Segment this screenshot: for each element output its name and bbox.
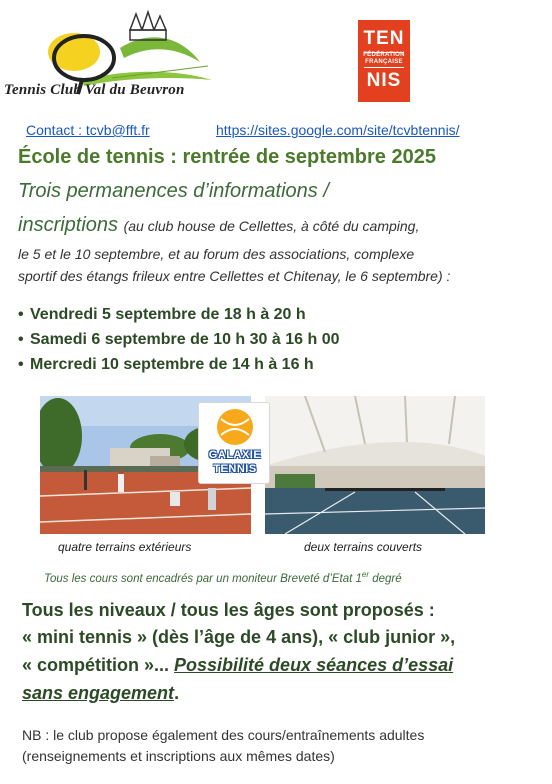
fft-logo-subtitle-1: FÉDÉRATION	[363, 52, 405, 58]
adult-courses-note-2: (renseignements et inscriptions aux mêmes dates)	[22, 748, 335, 764]
list-item	[18, 302, 340, 327]
schedule-date: Mercredi 10 septembre de 14 h à 16 h	[30, 356, 314, 373]
fft-logo-subtitle-2: FRANÇAISE	[365, 59, 403, 65]
fft-logo-rule	[364, 67, 404, 68]
trial-sessions-emphasis: Possibilité deux séances d’essai	[174, 655, 454, 675]
instructor-note	[44, 570, 402, 585]
bullet: •	[18, 331, 24, 348]
club-name: Tennis Club Val du Beuvron	[4, 82, 185, 98]
no-commitment-emphasis: sans engagement	[22, 683, 175, 703]
outdoor-courts-caption: quatre terrains extérieurs	[58, 540, 192, 554]
galaxie-tennis-logo	[198, 402, 270, 484]
instructor-note-sup: er	[361, 570, 370, 579]
schedule-list	[18, 302, 340, 377]
subtitle-line-2	[18, 214, 419, 237]
location-note-1: (au club house de Cellettes, à côté du camping,	[123, 218, 420, 234]
levels-competition: « compétition »...	[22, 655, 175, 675]
fft-logo-bottom: NIS	[366, 70, 402, 91]
schedule-date: Vendredi 5 septembre de 18 h à 20 h	[30, 306, 306, 323]
subtitle-line-1: Trois permanences d’informations /	[18, 180, 329, 202]
adult-courses-note-1: NB : le club propose également des cours/entraînements adultes	[22, 727, 425, 743]
list-item	[18, 352, 340, 377]
galaxie-logo-line-1: GALAXIE	[208, 449, 262, 461]
indoor-courts-photo	[265, 396, 485, 534]
fft-tennis-logo	[358, 20, 410, 102]
fft-logo-subtitle	[358, 52, 410, 66]
list-item	[18, 327, 340, 352]
bullet: •	[18, 356, 24, 373]
instructor-note-text: Tous les cours sont encadrés par un moniteur Breveté d’Etat 1	[44, 572, 362, 585]
location-note-3: sportif des étangs frileux entre Cellettes et Chitenay, le 6 septembre) :	[18, 268, 451, 284]
levels-line-3	[22, 655, 453, 676]
page-title: École de tennis : rentrée de septembre 2025	[18, 146, 436, 168]
subtitle-inscriptions: inscriptions	[18, 214, 119, 236]
contact-email-link[interactable]: Contact : tcvb@fft.fr	[26, 122, 150, 138]
levels-period: .	[174, 683, 180, 703]
indoor-courts-caption: deux terrains couverts	[304, 540, 423, 554]
location-note-2: le 5 et le 10 septembre, et au forum des associations, complexe	[18, 246, 415, 262]
galaxie-logo-line-2: TENNIS	[213, 463, 257, 475]
levels-line-2: « mini tennis » (dès l’âge de 4 ans), « club junior »,	[22, 627, 456, 647]
instructor-note-tail: degré	[369, 572, 402, 585]
fft-logo-top: TEN	[363, 28, 405, 49]
levels-line-4	[22, 683, 179, 704]
schedule-date: Samedi 6 septembre de 10 h 30 à 16 h 00	[30, 331, 340, 348]
website-link[interactable]: https://sites.google.com/site/tcvbtennis/	[216, 122, 460, 138]
levels-line-1: Tous les niveaux / tous les âges sont proposés :	[22, 600, 435, 620]
bullet: •	[18, 306, 24, 323]
